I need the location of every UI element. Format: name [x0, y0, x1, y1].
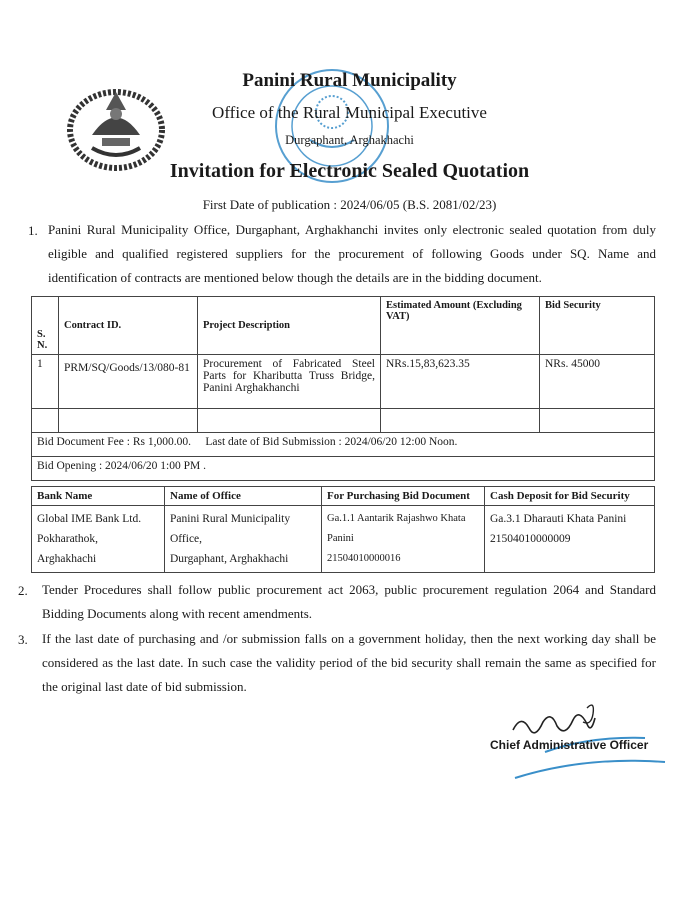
purchase-line: 21504010000016	[327, 553, 401, 564]
cell-office-name	[165, 506, 322, 573]
office-line: Panini Rural Municipality	[170, 513, 291, 525]
bank-line: Global IME Bank Ltd.	[37, 513, 142, 525]
header-estimated-amount: Estimated Amount (Excluding VAT)	[381, 297, 540, 355]
purchase-line: Ga.1.1 Aantarik Rajashwo Khata	[327, 513, 466, 524]
government-emblem	[62, 80, 170, 172]
header-bid-security: Bid Security	[540, 297, 655, 355]
cell-project-description: Procurement of Fabricated Steel Parts for Khaributta Truss Bridge, Panini Arghakhanchi	[198, 355, 381, 409]
header-deposit: Cash Deposit for Bid Security	[485, 487, 655, 506]
bid-opening-row: Bid Opening : 2024/06/20 1:00 PM .	[32, 457, 655, 481]
item-text: Tender Procedures shall follow public procurement act 2063, public procurement regulation 2064 and Standard Bidding Documents along with recent amendments.	[42, 582, 656, 621]
cell-bid-security: NRs. 45000	[540, 355, 655, 409]
item-text: Panini Rural Municipality Office, Durgaphant, Arghakhanchi invites only electronic sealed quotation from duly eligible and qualified registered suppliers for the procurement of following Goods under SQ. Name and identification of contracts are mentioned below though the details are in the bidding document.	[48, 222, 656, 285]
notice-title: Invitation for Electronic Sealed Quotation	[169, 160, 530, 182]
office-line: Durgaphant, Arghakhachi	[170, 553, 289, 565]
deposit-line: 21504010000009	[490, 533, 571, 545]
item-number: 1.	[28, 223, 38, 238]
publication-date: First Date of publication : 2024/06/05 (B.S. 2081/02/23)	[202, 197, 497, 212]
signatory-title: Chief Administrative Officer	[490, 738, 649, 752]
item-text: If the last date of purchasing and /or submission falls on a government holiday, then the next working day shall be considered as the last date. In such case the validity period of the bid security shall remain the same as specified for the original last date of bid submission.	[42, 631, 656, 694]
empty-cell	[381, 409, 540, 433]
purchase-line: Panini	[327, 533, 354, 544]
contract-table	[31, 296, 655, 481]
cell-sn: 1	[32, 355, 59, 409]
cell-contract-id: PRM/SQ/Goods/13/080-81	[59, 355, 198, 409]
header-bank-name: Bank Name	[32, 487, 165, 506]
bid-fee-row: Bid Document Fee : Rs 1,000.00. Last date of Bid Submission : 2024/06/20 12:00 Noon.	[32, 433, 655, 457]
empty-cell	[32, 409, 59, 433]
empty-cell	[540, 409, 655, 433]
cell-amount: NRs.15,83,623.35	[381, 355, 540, 409]
municipality-name: Panini Rural Municipality	[242, 70, 457, 91]
cell-bank-name	[32, 506, 165, 573]
header-sn: S. N.	[32, 297, 59, 355]
cell-deposit	[485, 506, 655, 573]
deposit-line: Ga.3.1 Dharauti Khata Panini	[490, 513, 627, 525]
cell-purchasing	[322, 506, 485, 573]
bank-line: Arghakhachi	[37, 553, 97, 565]
header-office-name: Name of Office	[165, 487, 322, 506]
header-contract-id: Contract ID.	[59, 297, 198, 355]
bank-table	[31, 486, 655, 573]
office-name: Office of the Rural Municipal Executive	[212, 103, 487, 122]
item-number: 3.	[18, 632, 28, 647]
bank-line: Pokharathok,	[37, 533, 99, 545]
office-address: Durgaphant, Arghakhachi	[285, 133, 414, 147]
office-line: Office,	[170, 533, 203, 545]
empty-cell	[198, 409, 381, 433]
empty-cell	[59, 409, 198, 433]
header-project-description: Project Description	[198, 297, 381, 355]
item-number: 2.	[18, 583, 28, 598]
header-purchasing: For Purchasing Bid Document	[322, 487, 485, 506]
